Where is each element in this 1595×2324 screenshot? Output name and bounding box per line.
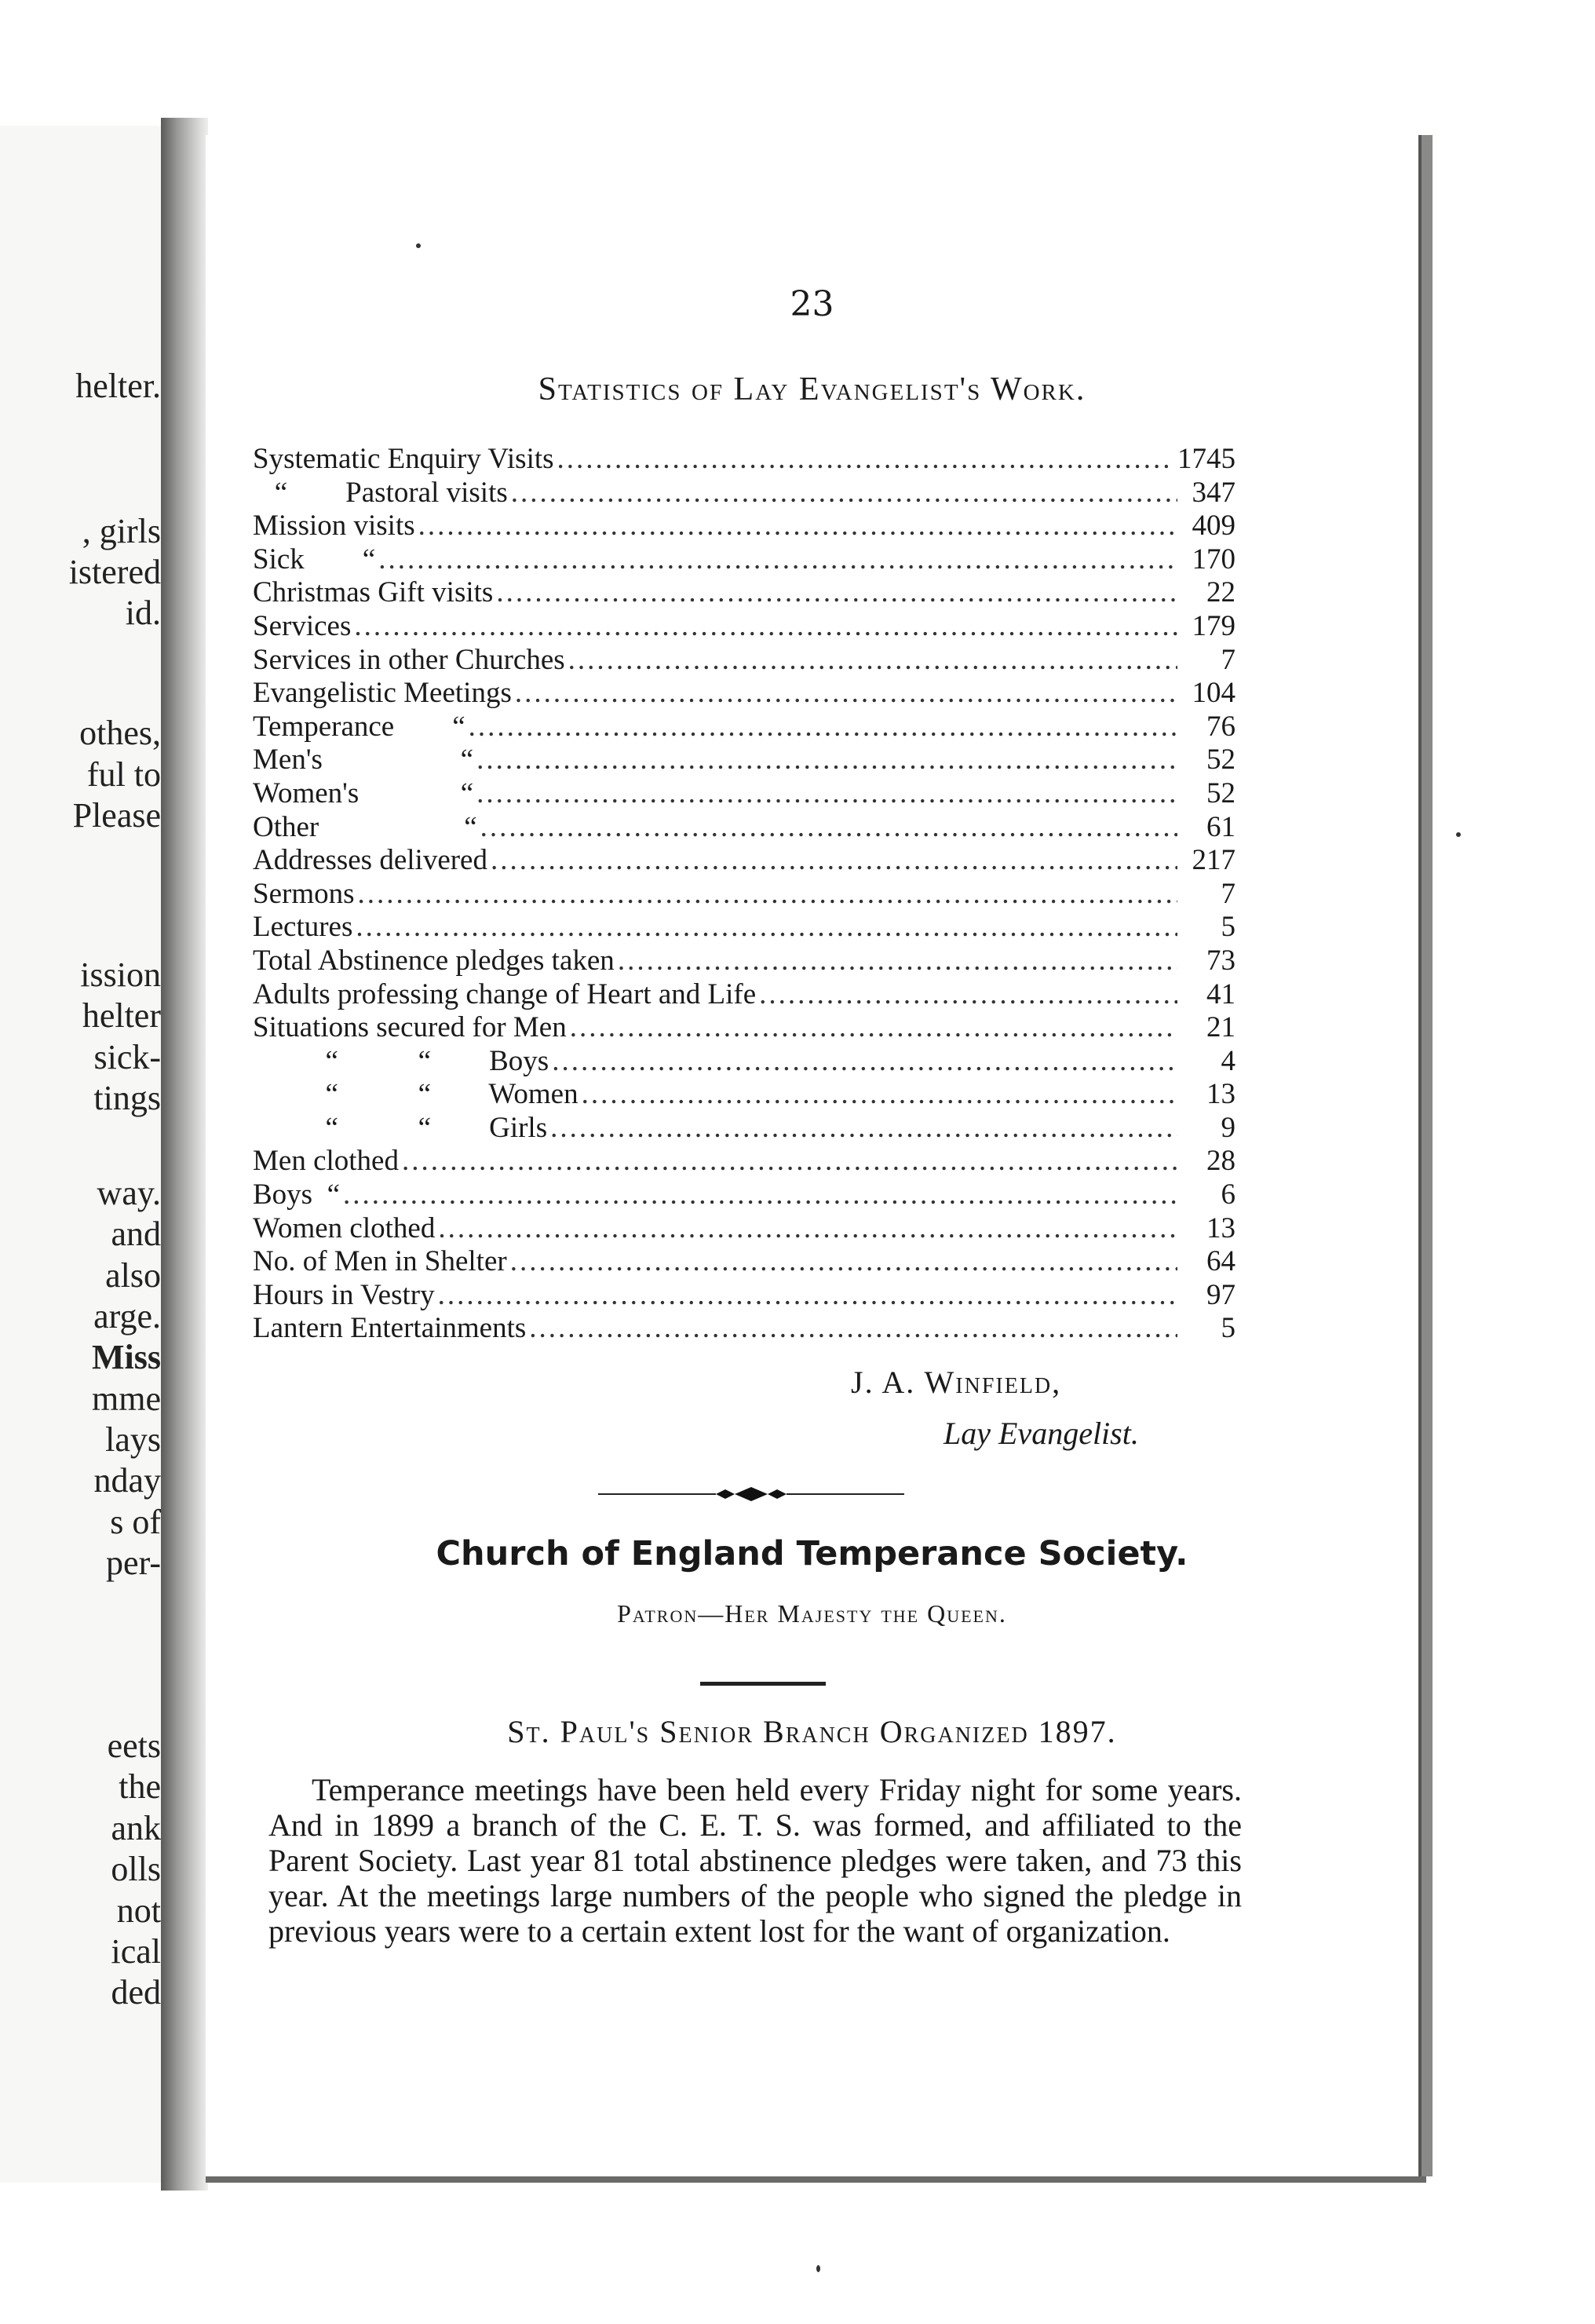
stats-row [253,477,1235,510]
stats-table [253,443,1235,1346]
leader-dots [552,1045,1177,1079]
stats-value: 28 [1206,1145,1235,1178]
left-fragment: the [119,1767,161,1806]
stats-value: 347 [1192,476,1235,509]
leader-dots [402,1145,1177,1178]
page-edge-shadow [206,2176,1426,2183]
stats-label: Sick “ [253,543,376,576]
left-fragment: istered [68,553,161,591]
stats-row [253,844,1235,878]
patron-line: Patron—Her Majesty the Queen. [617,1599,1007,1628]
stats-label: Women's “ [253,776,474,809]
stats-value: 13 [1206,1078,1235,1111]
left-fragment: othes, [79,714,161,752]
leader-dots [529,1312,1177,1346]
left-fragment: olls [111,1850,161,1888]
left-fragment: also [105,1256,161,1295]
stats-label: “ Pastoral visits [253,476,508,509]
left-fragment: ical [111,1932,161,1971]
society-heading: Church of England Temperance Society. [436,1534,1188,1573]
stats-row [253,677,1235,711]
stats-row [253,1078,1235,1112]
stats-value: 22 [1206,576,1235,609]
stats-value: 73 [1206,944,1235,977]
stats-row [253,1045,1235,1079]
stats-row [253,610,1235,644]
stats-value: 217 [1192,844,1235,877]
leader-dots [582,1078,1177,1112]
stats-value: 4 [1221,1044,1235,1077]
stats-label: Lantern Entertainments [253,1312,527,1345]
left-fragment: s of [110,1503,161,1541]
left-fragment: eets [107,1727,161,1765]
body-paragraph: Temperance meetings have been held every Friday night for some years. And in 1899 a branch of the C. E. T. S. was formed, and affiliated to the Parent Society. Last year 81 total abstinence pledges were taken, and 73 this year. At the meetings large numbers of the people who signed the pledge in previous years were to a certain extent lost for the want of organization. [268,1772,1242,1949]
leader-dots [557,443,1174,477]
stats-label: Boys “ [253,1178,340,1211]
left-fragment: , girls [82,512,161,550]
stats-row [253,1011,1235,1045]
stats-row [253,443,1235,477]
stats-value: 97 [1206,1278,1235,1311]
left-fragment: ded [111,1973,161,2012]
stats-row [253,744,1235,777]
leader-dots [496,576,1177,610]
stats-row [253,777,1235,811]
stats-label: Christmas Gift visits [253,576,494,609]
stats-value: 61 [1206,810,1235,843]
stats-row [253,510,1235,543]
signature-title: Lay Evangelist. [943,1416,1139,1451]
stats-label: Total Abstinence pledges taken [253,944,615,977]
leader-dots [476,777,1177,811]
left-fragment: ful to [86,755,161,794]
stats-heading: Statistics of Lay Evangelist's Work. [538,371,1086,407]
leader-dots [476,744,1177,777]
stats-row [253,978,1235,1012]
stats-label: Evangelistic Meetings [253,677,512,710]
stats-row [253,1212,1235,1246]
left-fragment: nday [93,1461,161,1500]
leader-dots [618,945,1177,978]
stats-label: Services [253,609,352,642]
stats-row [253,1279,1235,1313]
stats-label: Sermons [253,877,355,910]
stats-label: Men's “ [253,744,474,776]
left-fragment: tings [93,1079,161,1117]
stats-value: 7 [1221,877,1235,910]
stats-label: Systematic Enquiry Visits [253,443,554,475]
leader-dots [511,477,1177,510]
leader-dots [438,1212,1177,1246]
left-fragment: not [116,1891,161,1930]
stats-row [253,1245,1235,1279]
leader-dots [550,1112,1177,1146]
leader-dots [759,978,1177,1012]
page-number: 23 [790,284,834,324]
stats-value: 6 [1221,1178,1235,1211]
branch-heading: St. Paul's Senior Branch Organized 1897. [507,1714,1117,1749]
stats-row [253,543,1235,577]
stats-value: 5 [1221,911,1235,944]
leader-dots [568,644,1177,678]
leader-dots [418,510,1177,543]
left-fragment: sick- [93,1038,161,1076]
leader-dots [515,677,1177,711]
stats-label: Temperance “ [253,710,465,743]
leader-dots [378,543,1177,577]
stats-value: 1745 [1177,443,1235,475]
leader-dots [480,811,1177,845]
left-fragment: Please [72,796,161,835]
stats-label: Other “ [253,810,477,843]
stats-label: Mission visits [253,510,415,543]
stats-row [253,1112,1235,1146]
signature-name: J. A. Winfield, [851,1365,1062,1400]
stats-row [253,945,1235,978]
stats-label: Men clothed [253,1145,399,1178]
ornament-divider [598,1482,904,1506]
ink-speck [416,243,421,248]
facing-page-left [0,126,161,2183]
stats-row [253,644,1235,678]
stats-row [253,878,1235,912]
stats-label: No. of Men in Shelter [253,1245,507,1278]
stats-value: 52 [1206,776,1235,809]
stats-value: 13 [1206,1211,1235,1244]
stats-row [253,1145,1235,1178]
leader-dots [469,711,1177,744]
stats-row [253,911,1235,945]
left-fragment: way. [97,1174,161,1212]
page-23 [206,135,1422,2176]
stats-label: Adults professing change of Heart and Life [253,977,757,1010]
left-fragment: helter [82,996,161,1035]
left-fragment: lays [105,1420,161,1459]
stats-label: “ “ Boys [253,1044,549,1077]
stats-label: “ “ Girls [253,1111,548,1144]
book-gutter-shadow [161,118,208,2191]
leader-dots [491,844,1177,878]
stats-value: 179 [1192,609,1235,642]
stats-label: Lectures [253,911,353,944]
stats-label: Women clothed [253,1211,436,1244]
stats-value: 170 [1192,543,1235,576]
stats-label: Services in other Churches [253,643,565,676]
leader-dots [354,610,1177,644]
stats-value: 41 [1206,977,1235,1010]
stats-value: 9 [1221,1111,1235,1144]
left-fragment: ission [80,956,161,994]
stats-row [253,1178,1235,1212]
stats-row [253,811,1235,845]
stats-value: 7 [1221,643,1235,676]
stats-row [253,576,1235,610]
ink-speck [1456,832,1461,837]
left-fragment: Miss [92,1338,161,1376]
stats-value: 76 [1206,710,1235,743]
stats-value: 21 [1206,1011,1235,1044]
left-fragment: mme [92,1379,161,1418]
left-fragment: ank [111,1809,161,1847]
stats-value: 52 [1206,744,1235,776]
ink-speck [816,2265,820,2272]
stats-label: Hours in Vestry [253,1278,435,1311]
stats-label: Addresses delivered [253,844,487,877]
leader-dots [438,1279,1177,1313]
leader-dots [510,1245,1177,1279]
section-rule [700,1682,826,1686]
left-fragment: arge. [93,1297,161,1336]
leader-dots [570,1011,1177,1045]
stats-row [253,711,1235,744]
leader-dots [343,1178,1177,1212]
stats-value: 5 [1221,1312,1235,1345]
left-fragment: per- [106,1544,161,1582]
leader-dots [356,911,1177,945]
stats-label: Situations secured for Men [253,1011,567,1044]
left-fragment: id. [125,594,161,632]
stats-value: 409 [1192,510,1235,543]
stats-value: 104 [1192,677,1235,710]
stats-value: 64 [1206,1245,1235,1278]
stats-row [253,1312,1235,1346]
left-fragment: and [111,1215,161,1253]
leader-dots [358,878,1178,912]
left-fragment: helter. [75,367,161,405]
stats-label: “ “ Women [253,1078,579,1111]
